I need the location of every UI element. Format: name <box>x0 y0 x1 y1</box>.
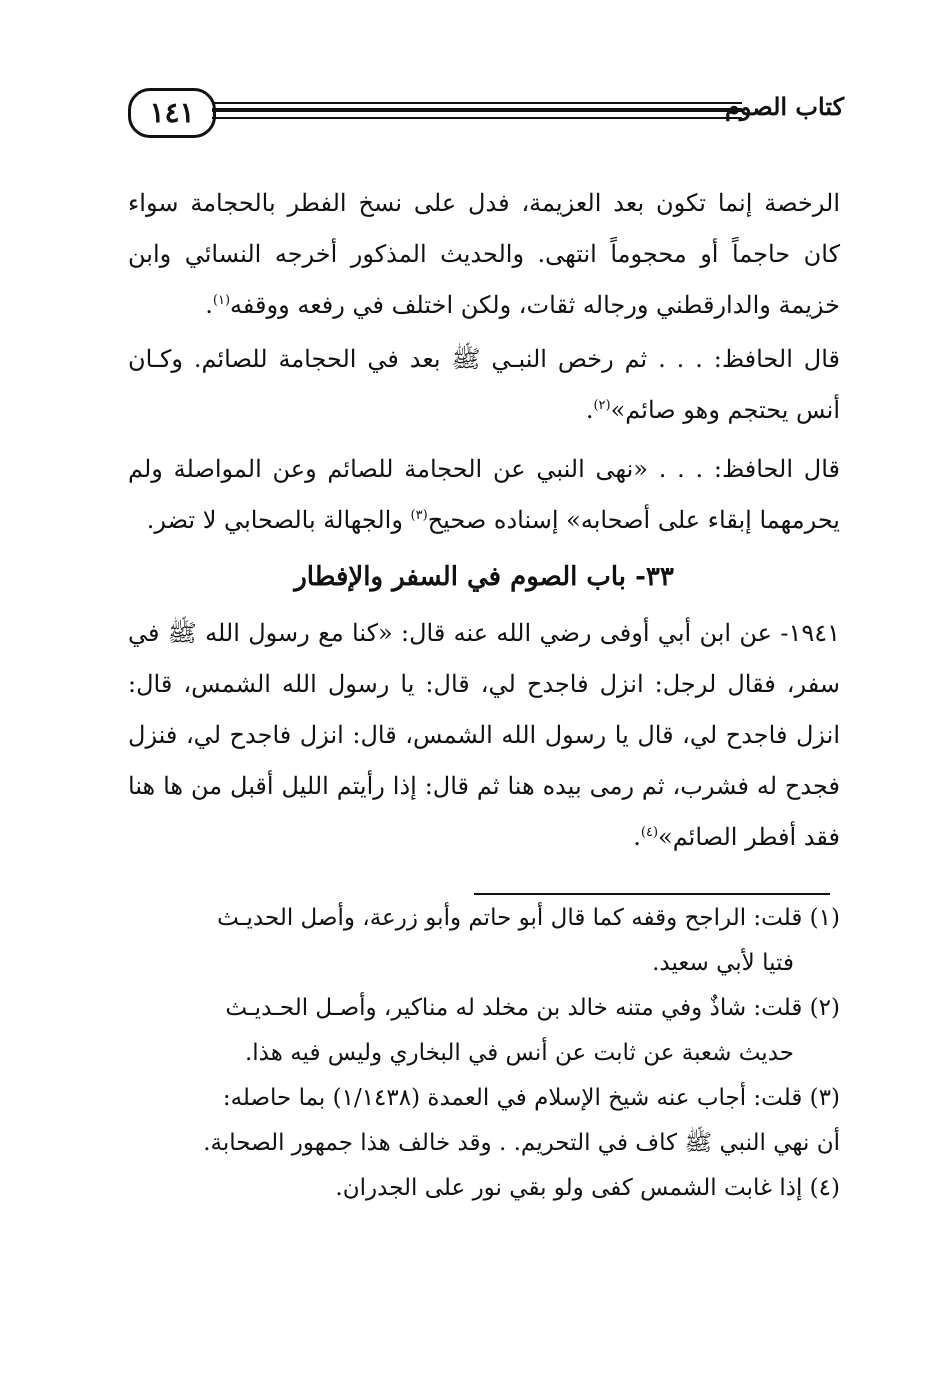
footnote-line: (٣) قلت: أجاب عنه شيخ الإسلام في العمدة (١/١٤٣٨) بما حاصله: <box>222 1085 840 1111</box>
footnote-marker: (٤) <box>640 825 659 840</box>
footnote-3 <box>128 1076 840 1166</box>
footnote-line: (١) قلت: الراجح وقفه كما قال أبو حاتم وأبو زرعة، وأصل الحديـث <box>217 905 840 931</box>
footnote-line: أن نهي النبي ﷺ كاف في التحريم. . وقد خالف هذا جمهور الصحابة. <box>203 1130 840 1156</box>
footnote-1 <box>128 896 840 986</box>
paragraph-text: قال الحافظ: . . . ثم رخص النبـي ﷺ بعد في الحجامة للصائم. وكـان أنس يحتجم وهو صائم» <box>128 345 840 424</box>
paragraph <box>128 444 840 546</box>
paragraph-end: . <box>585 396 594 424</box>
paragraph-end: . <box>633 823 641 851</box>
footnote-line: فتيا لأبي سعيد. <box>652 950 794 976</box>
page-number: ١٤١ <box>128 88 216 138</box>
header-rule <box>212 117 742 119</box>
paragraph-text: قال الحافظ: . . . «نهى النبي عن الحجامة للصائم وعن المواصلة ولم يحرمهما إبقاء على أصحابه» إسناده صحيح <box>128 455 840 534</box>
header-rule <box>212 108 742 112</box>
paragraph <box>128 334 840 436</box>
paragraph-text: ١٩٤١- عن ابن أبي أوفى رضي الله عنه قال: «كنا مع رسول الله ﷺ في سفر، فقال لرجل: انزل فاجدح لي، قال: يا رسول الله الشمس، قال: انزل فاجدح لي، قال يا رسول الله الشمس، قال: انزل فاجدح لي، فنزل فجدح له فشرب، ثم رمى بيده هنا ثم قال: إذا رأيتم الليل أقبل من ها هنا فقد أفطر الصائم» <box>128 619 840 851</box>
footnote-marker: (٢) <box>593 398 611 413</box>
footnote-marker: (١) <box>212 293 231 308</box>
footnote-separator <box>474 893 830 895</box>
footnote-2 <box>128 986 840 1076</box>
header-rule <box>212 102 742 104</box>
paragraph-end: والجهالة بالصحابي لا تضر. <box>146 506 411 534</box>
paragraph <box>128 178 840 331</box>
footnote-4 <box>128 1166 840 1211</box>
paragraph-text: الرخصة إنما تكون بعد العزيمة، فدل على نسخ الفطر بالحجامة سواء كان حاجماً أو محجوماً انتهى. والحديث المذكور أخرجه النسائي وابن خزيمة والدارقطني ورجاله ثقات، ولكن اختلف في رفعه ووقفه <box>128 189 841 319</box>
footnote-line: حديث شعبة عن ثابت عن أنس في البخاري وليس فيه هذا. <box>244 1040 794 1066</box>
page-header <box>128 88 844 140</box>
footnote-line: (٤) إذا غابت الشمس كفى ولو بقي نور على الجدران. <box>335 1175 840 1201</box>
paragraph-end: . <box>205 291 213 319</box>
book-title: كتاب الصوم <box>725 92 844 121</box>
footnote-marker: (٣) <box>410 508 428 523</box>
hadith-paragraph <box>128 608 840 863</box>
footnote-line: (٢) قلت: شاذٌ وفي متنه خالد بن مخلد له مناكير، وأصـل الحـديـث <box>225 995 840 1021</box>
section-heading: ٣٣- باب الصوم في السفر والإفطار <box>294 562 674 592</box>
footnotes <box>128 896 840 1211</box>
